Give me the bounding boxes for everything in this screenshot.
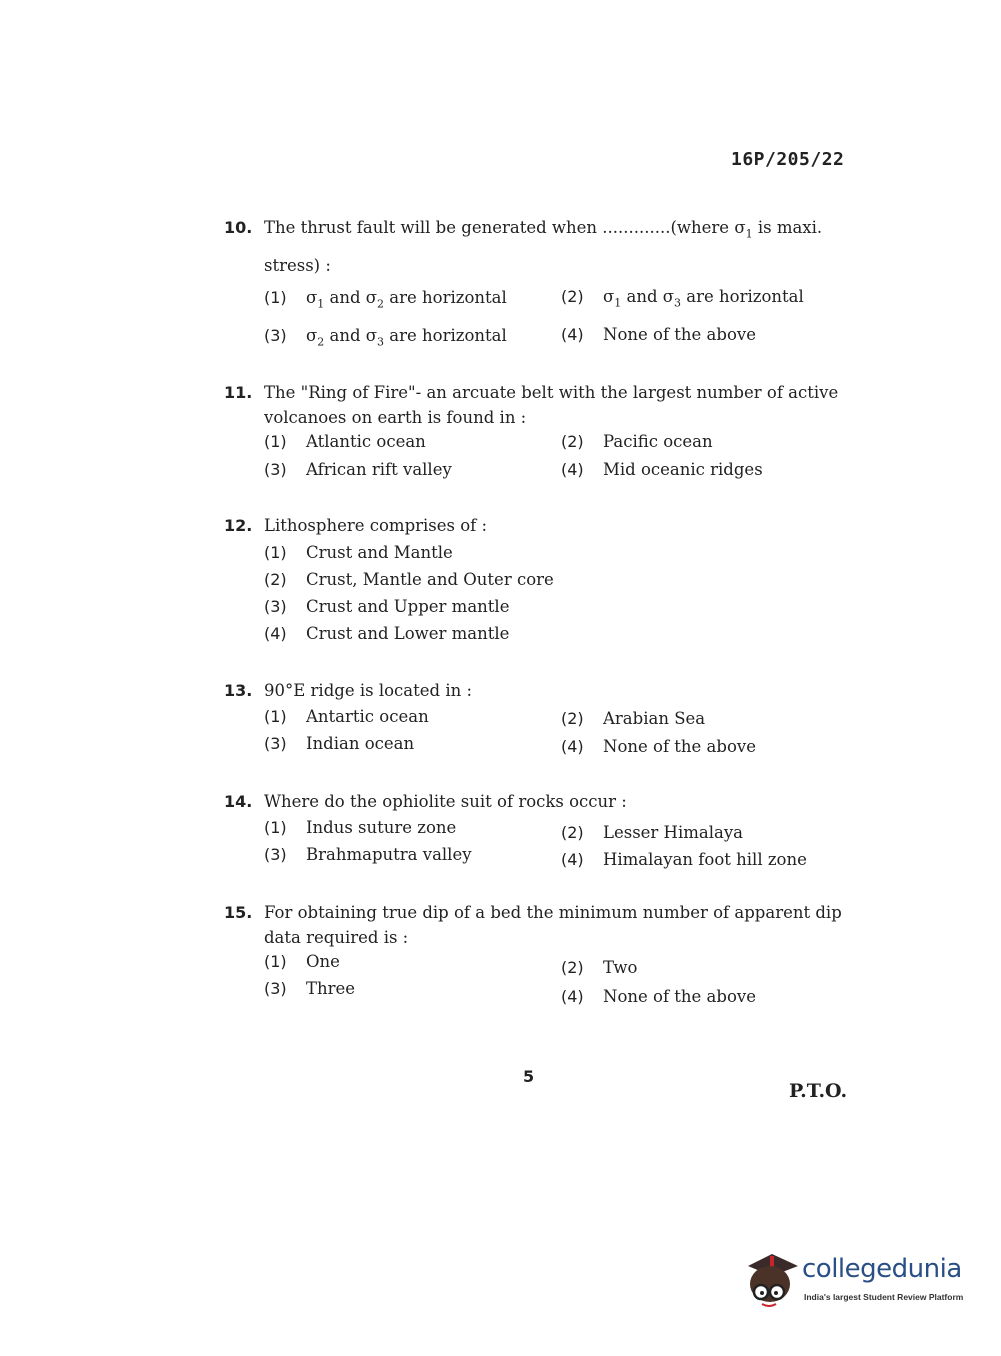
option-4: (4) None of the above xyxy=(561,987,756,1006)
question-number: 13. xyxy=(224,681,253,700)
question-15 xyxy=(224,900,854,1010)
question-14 xyxy=(224,789,854,874)
question-number: 11. xyxy=(224,383,253,402)
option-1: (1) Antartic ocean xyxy=(264,707,429,726)
option-1: (1) Crust and Mantle xyxy=(264,543,453,562)
question-13 xyxy=(224,678,854,763)
option-3: (3) Brahmaputra valley xyxy=(264,845,472,864)
question-stem-continued: stress) : xyxy=(264,256,331,276)
question-number: 12. xyxy=(224,516,253,535)
question-stem: For obtaining true dip of a bed the minimum number of apparent dip xyxy=(264,903,842,922)
option-3: (3) African rift valley xyxy=(264,460,452,479)
question-stem: Where do the ophiolite suit of rocks occur : xyxy=(264,792,627,811)
option-4: (4) None of the above xyxy=(561,325,756,345)
question-number: 15. xyxy=(224,903,253,922)
question-stem: The thrust fault will be generated when .............(where $\sigma_1$ is maxi. xyxy=(264,218,823,241)
question-stem-continued: volcanoes on earth is found in : xyxy=(264,408,527,427)
question-stem: Lithosphere comprises of : xyxy=(264,516,488,535)
option-2: (2) Arabian Sea xyxy=(561,709,706,728)
option-3: (3) Indian ocean xyxy=(264,734,415,753)
option-2: (2) $\sigma_1$ and $\sigma_3$ are horizontal xyxy=(561,287,804,310)
question-number: 14. xyxy=(224,792,253,811)
option-4: (4) Himalayan foot hill zone xyxy=(561,850,807,869)
option-4: (4) Crust and Lower mantle xyxy=(264,624,510,643)
question-12 xyxy=(224,513,854,648)
option-1: (1) $\sigma_1$ and $\sigma_2$ are horizontal xyxy=(264,288,507,311)
question-11 xyxy=(224,380,854,490)
question-number: 10. xyxy=(224,218,253,237)
question-stem: The "Ring of Fire"- an arcuate belt with the largest number of active xyxy=(264,383,839,402)
option-3: (3) Three xyxy=(264,979,356,998)
option-1: (1) Indus suture zone xyxy=(264,818,457,837)
option-1: (1) Atlantic ocean xyxy=(264,432,426,451)
question-stem: 90°E ridge is located in : xyxy=(264,681,473,700)
mascot-icon xyxy=(742,1248,802,1310)
pto-label: P.T.O. xyxy=(789,1080,848,1102)
option-2: (2) Pacific ocean xyxy=(561,432,713,451)
option-3: (3) Crust and Upper mantle xyxy=(264,597,510,616)
question-10 xyxy=(224,215,854,362)
option-4: (4) Mid oceanic ridges xyxy=(561,460,763,479)
paper-code: 16P/205/22 xyxy=(731,149,845,170)
brand-name: collegedunia xyxy=(802,1254,962,1284)
option-2: (2) Lesser Himalaya xyxy=(561,823,743,842)
option-4: (4) None of the above xyxy=(561,737,756,756)
page-number: 5 xyxy=(523,1067,535,1086)
question-stem-continued: data required is : xyxy=(264,928,409,947)
option-2: (2) Crust, Mantle and Outer core xyxy=(264,570,554,589)
option-1: (1) One xyxy=(264,952,340,971)
collegedunia-watermark xyxy=(742,1248,972,1318)
option-2: (2) Two xyxy=(561,958,638,977)
brand-tagline: India's largest Student Review Platform xyxy=(804,1292,964,1302)
option-3: (3) $\sigma_2$ and $\sigma_3$ are horizontal xyxy=(264,326,507,349)
